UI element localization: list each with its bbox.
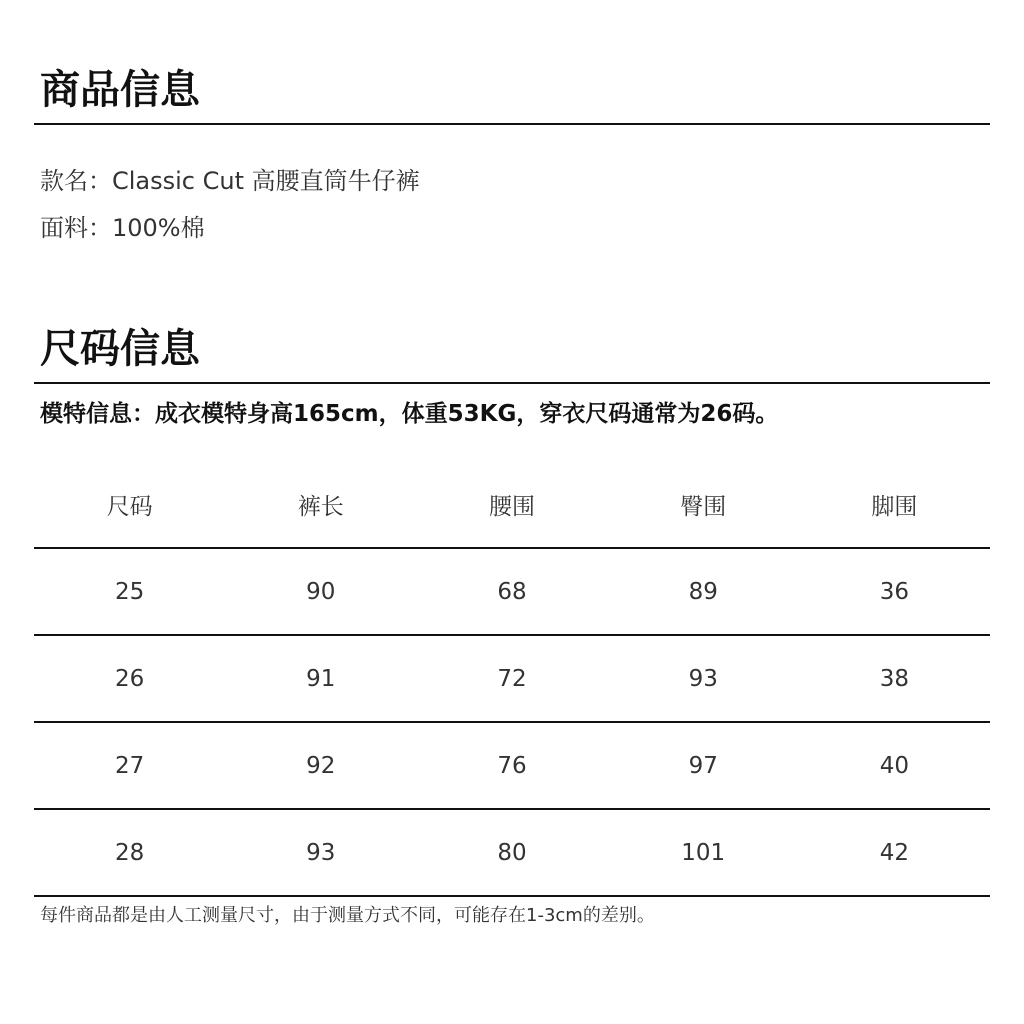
cell-waist: 68 <box>497 578 527 605</box>
header-size: 尺码 <box>106 494 153 520</box>
cell-pants-length: 93 <box>306 839 336 866</box>
cell-pants-length: 91 <box>306 665 336 692</box>
header-hip: 臀围 <box>680 494 727 520</box>
cell-pants-length: 92 <box>306 752 336 779</box>
cell-waist: 72 <box>497 665 527 692</box>
table-header-row <box>34 462 990 549</box>
model-info-note: 模特信息：成衣模特身高165cm，体重53KG，穿衣尺码通常为26码。 <box>40 401 779 427</box>
product-info-divider <box>34 123 990 125</box>
table-row <box>34 549 990 636</box>
header-leg-opening: 脚围 <box>871 494 918 520</box>
style-name-line <box>40 169 420 193</box>
cell-waist: 80 <box>497 839 527 866</box>
table-row <box>34 723 990 810</box>
product-info-title: 商品信息 <box>40 67 200 113</box>
cell-leg-opening: 36 <box>879 578 910 605</box>
header-waist: 腰围 <box>489 494 535 520</box>
cell-leg-opening: 40 <box>879 752 910 779</box>
cell-size: 28 <box>114 839 145 866</box>
style-name-value: Classic Cut 高腰直筒牛仔裤 <box>112 167 420 195</box>
cell-size: 26 <box>114 665 145 692</box>
cell-leg-opening: 38 <box>879 665 910 692</box>
measurement-footnote: 每件商品都是由人工测量尺寸，由于测量方式不同，可能存在1-3cm的差别。 <box>40 905 655 926</box>
fabric-line <box>40 216 205 240</box>
size-info-title: 尺码信息 <box>40 326 200 372</box>
cell-leg-opening: 42 <box>879 839 910 866</box>
cell-hip: 93 <box>688 665 718 692</box>
style-name-label: 款名： <box>40 167 112 195</box>
fabric-value: 100%棉 <box>112 214 205 242</box>
cell-hip: 101 <box>681 839 726 866</box>
size-table <box>34 462 990 897</box>
cell-size: 27 <box>114 752 145 779</box>
cell-pants-length: 90 <box>306 578 336 605</box>
fabric-label: 面料： <box>40 214 112 242</box>
cell-waist: 76 <box>497 752 527 779</box>
cell-hip: 89 <box>688 578 718 605</box>
cell-hip: 97 <box>688 752 718 779</box>
size-info-divider <box>34 382 990 384</box>
header-pants-length: 裤长 <box>297 494 344 520</box>
cell-size: 25 <box>114 578 145 605</box>
table-row <box>34 636 990 723</box>
table-row <box>34 810 990 897</box>
